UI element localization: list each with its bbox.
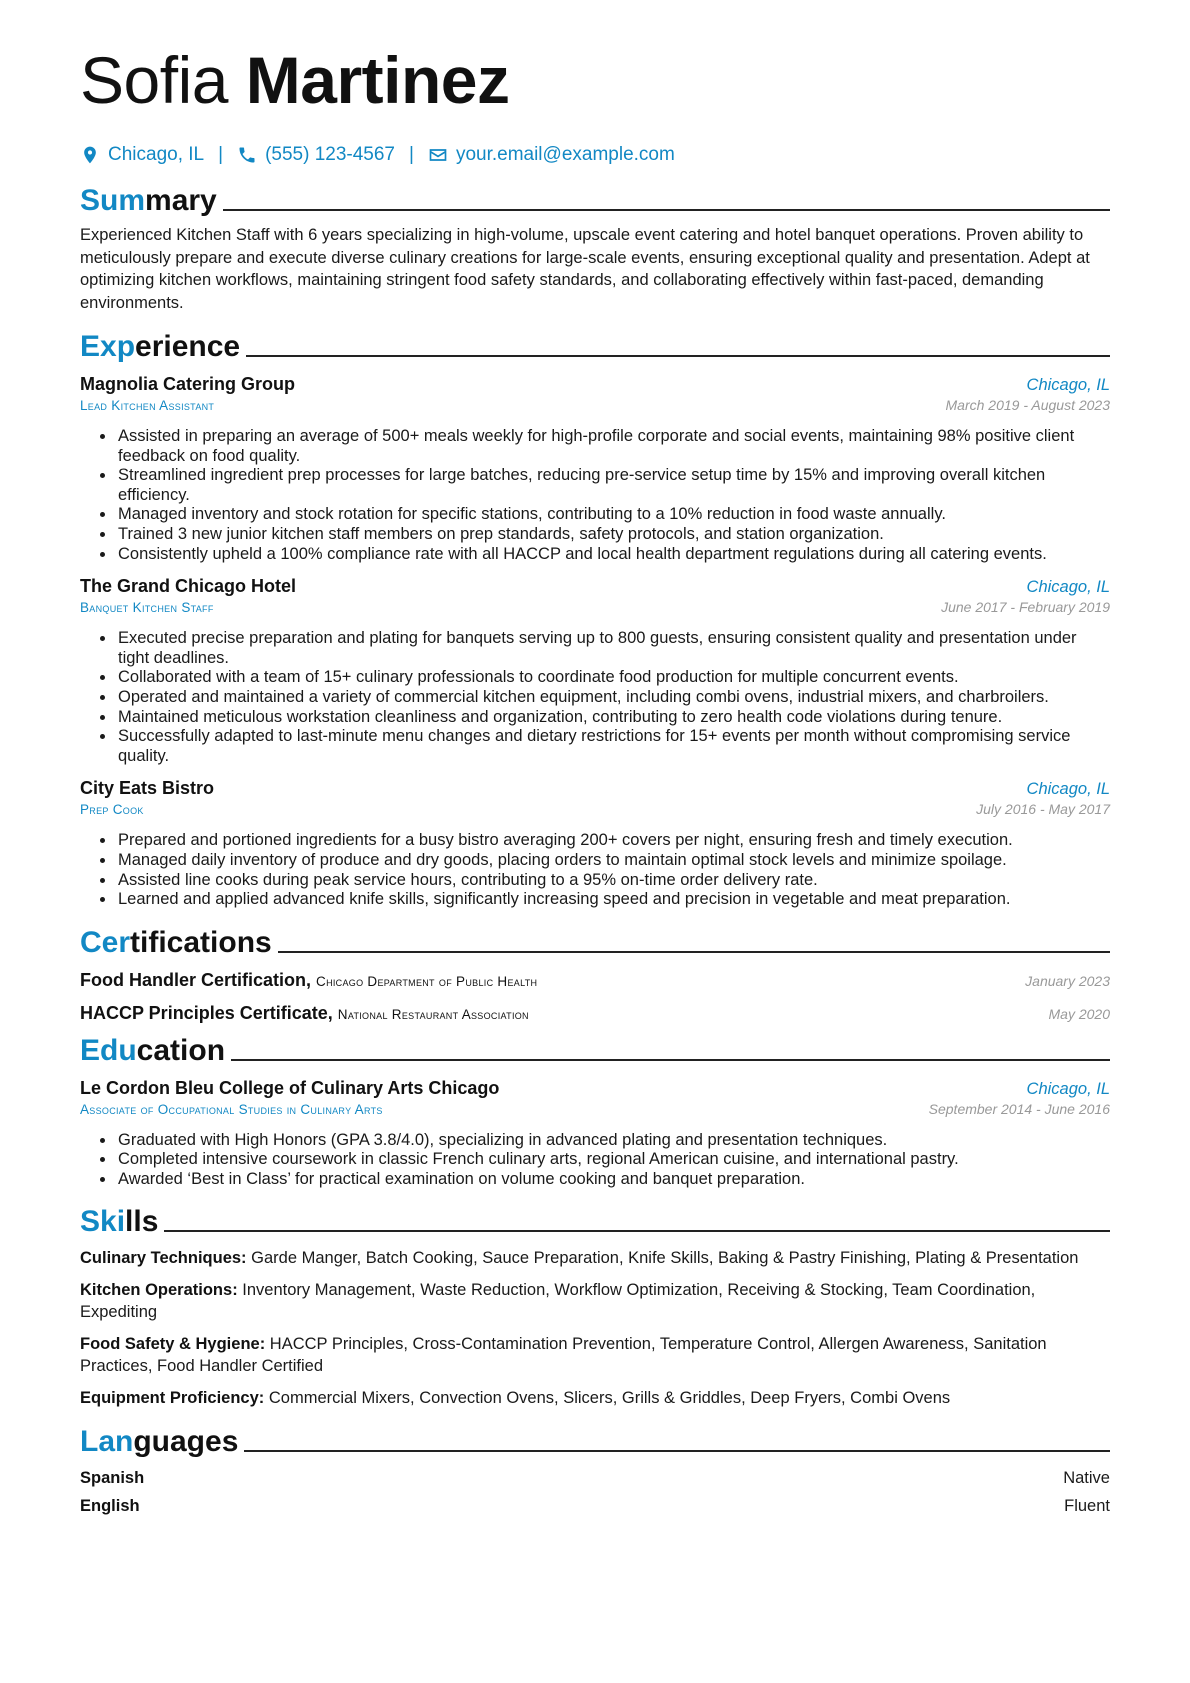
- job-entry: [80, 374, 1110, 564]
- skill-row: [80, 1279, 1110, 1324]
- experience-section: [80, 326, 1110, 910]
- job-bullets: [80, 629, 1110, 766]
- certification-issuer: National Restaurant Association: [337, 1006, 529, 1022]
- school-name: Le Cordon Bleu College of Culinary Arts Chicago: [80, 1077, 500, 1098]
- section-divider: [223, 209, 1110, 211]
- candidate-name: [80, 0, 1110, 120]
- section-header: [80, 180, 1110, 218]
- job-dates: June 2017 - February 2019: [941, 599, 1110, 616]
- section-header: [80, 1030, 1110, 1068]
- education-entry: [80, 1078, 1110, 1190]
- contact-separator: |: [409, 144, 414, 165]
- skill-values: HACCP Principles, Cross-Contamination Prevention, Temperature Control, Allergen Awareness, Sanitation Practices, Food Handler Certified: [80, 1334, 1047, 1376]
- certification-item: Food Handler Certification, Chicago Department of Public Health January 2023: [80, 969, 1110, 990]
- contact-email[interactable]: [428, 144, 675, 166]
- job-employer: Magnolia Catering Group: [80, 374, 296, 394]
- skill-row: [80, 1247, 1110, 1270]
- envelope-icon: [428, 145, 448, 165]
- languages-section: [80, 1421, 1110, 1516]
- summary-section: [80, 180, 1110, 314]
- section-divider: [246, 355, 1110, 357]
- language-level: Native: [1063, 1469, 1110, 1488]
- job-location: Chicago, IL: [1026, 780, 1110, 799]
- certification-date: May 2020: [1048, 1005, 1110, 1022]
- location-text: Chicago, IL: [108, 144, 205, 165]
- skill-values: Commercial Mixers, Convection Ovens, Slicers, Grills & Griddles, Deep Fryers, Combi Ovens: [268, 1388, 951, 1407]
- job-employer: City Eats Bistro: [80, 778, 215, 799]
- section-header: [80, 1421, 1110, 1459]
- section-divider: [164, 1230, 1110, 1232]
- list-item: • Executed precise preparation and plating for banquets serving up to 800 guests, ensuring consistent quality and presentation under tight deadlines.: [116, 629, 1110, 668]
- contact-location: [80, 144, 204, 166]
- job-title: Lead Kitchen Assistant: [80, 398, 215, 413]
- contact-separator: |: [218, 144, 224, 165]
- section-title: Experience: [80, 330, 241, 363]
- skill-label: Equipment Proficiency:: [80, 1388, 265, 1407]
- job-employer: The Grand Chicago Hotel: [80, 576, 297, 597]
- section-header: [80, 1201, 1110, 1239]
- skill-label: Kitchen Operations:: [80, 1280, 238, 1299]
- list-item: • Graduated with High Honors (GPA 3.8/4.0), specializing in advanced plating and presentation techniques.: [116, 1131, 1110, 1151]
- skill-row: [80, 1333, 1110, 1378]
- list-item: • Learned and applied advanced knife skills, significantly increasing speed and precision in vegetable and meat preparation.: [116, 890, 1110, 910]
- list-item: • Maintained meticulous workstation cleanliness and organization, contributing to zero health code violations during tenure.: [116, 708, 1110, 728]
- map-pin-icon: [80, 145, 100, 165]
- list-item: • Trained 3 new junior kitchen staff members on prep standards, safety protocols, and station organization.: [116, 525, 1110, 545]
- list-item: • Awarded ‘Best in Class’ for practical examination on volume cooking and banquet preparation.: [116, 1170, 1110, 1190]
- list-item: • Collaborated with a team of 15+ culinary professionals to coordinate food production for multiple concurrent events.: [116, 668, 1110, 688]
- language-name: Spanish: [80, 1469, 145, 1488]
- certification-name: Food Handler Certification: [80, 969, 307, 990]
- first-name: Sofia: [80, 43, 228, 117]
- email-text: your.email@example.com: [455, 144, 675, 165]
- education-bullets: [80, 1131, 1110, 1190]
- certification-item: HACCP Principles Certificate, National Restaurant Association May 2020: [80, 1002, 1110, 1023]
- section-divider: [231, 1059, 1110, 1061]
- job-dates: July 2016 - May 2017: [976, 801, 1110, 818]
- education-dates: September 2014 - June 2016: [928, 1100, 1110, 1117]
- section-title: Education: [80, 1033, 226, 1067]
- certification-name: HACCP Principles Certificate: [80, 1002, 328, 1023]
- skill-values: Garde Manger, Batch Cooking, Sauce Preparation, Knife Skills, Baking & Pastry Finishing, Plating & Presentation: [251, 1249, 1079, 1268]
- section-title: Languages: [80, 1425, 239, 1459]
- job-bullets: [80, 831, 1110, 909]
- list-item: • Assisted line cooks during peak service hours, contributing to a 95% on-time order delivery rate.: [116, 871, 1110, 891]
- list-item: • Successfully adapted to last-minute menu changes and dietary restrictions for 15+ events per month without compromising service quality.: [116, 727, 1110, 766]
- section-title: Certifications: [80, 925, 272, 959]
- job-title: Prep Cook: [80, 802, 144, 818]
- job-location: Chicago, IL: [1026, 578, 1110, 597]
- certifications-section: [80, 922, 1110, 1024]
- contact-bar: [80, 142, 1110, 168]
- section-header: [80, 326, 1110, 364]
- list-item: • Completed intensive coursework in classic French culinary arts, regional American cuisine, and international pastry.: [116, 1150, 1110, 1170]
- contact-phone[interactable]: [237, 144, 395, 166]
- list-item: • Managed daily inventory of produce and dry goods, placing orders to maintain optimal stock levels and minimize spoilage.: [116, 851, 1110, 871]
- list-item: • Consistently upheld a 100% compliance rate with all HACCP and local health department regulations during all catering events.: [116, 545, 1110, 565]
- certification-date: January 2023: [1025, 972, 1110, 989]
- skill-label: Food Safety & Hygiene:: [80, 1334, 266, 1353]
- education-section: [80, 1030, 1110, 1190]
- job-dates: March 2019 - August 2023: [945, 397, 1110, 413]
- phone-icon: [237, 145, 257, 165]
- list-item: • Managed inventory and stock rotation for specific stations, contributing to a 10% reduction in food waste annually.: [116, 505, 1110, 525]
- list-item: • Streamlined ingredient prep processes for large batches, reducing pre-service setup time by 15% and improving overall kitchen efficiency.: [116, 466, 1110, 505]
- language-name: English: [80, 1497, 140, 1516]
- certification-issuer: Chicago Department of Public Health: [316, 973, 538, 989]
- list-item: • Prepared and portioned ingredients for a busy bistro averaging 200+ covers per night, ensuring fresh and timely execution.: [116, 831, 1110, 851]
- job-title: Banquet Kitchen Staff: [80, 600, 214, 616]
- list-item: • Assisted in preparing an average of 500+ meals weekly for high-profile corporate and social events, maintaining 98% positive client feedback on food quality.: [116, 427, 1110, 466]
- phone-text: (555) 123-4567: [265, 144, 395, 165]
- section-divider: [278, 951, 1110, 953]
- section-header: [80, 922, 1110, 960]
- job-location: Chicago, IL: [1026, 376, 1110, 394]
- section-divider: [244, 1450, 1110, 1452]
- skill-values: Inventory Management, Waste Reduction, Workflow Optimization, Receiving & Stocking, Team Coordination, Expediting: [80, 1280, 1036, 1322]
- language-row: [80, 1469, 1110, 1488]
- section-title: Summary: [80, 184, 217, 217]
- language-level: Fluent: [1064, 1497, 1110, 1516]
- skills-section: [80, 1201, 1110, 1409]
- job-entry: [80, 576, 1110, 766]
- job-entry: [80, 778, 1110, 909]
- section-title: Skills: [80, 1205, 159, 1239]
- last-name: Martinez: [245, 43, 510, 117]
- degree: Associate of Occupational Studies in Culinary Arts: [80, 1101, 383, 1117]
- job-bullets: [80, 427, 1110, 564]
- school-location: Chicago, IL: [1026, 1079, 1110, 1098]
- language-row: [80, 1497, 1110, 1516]
- list-item: • Operated and maintained a variety of commercial kitchen equipment, including combi ovens, industrial mixers, and charbroilers.: [116, 688, 1110, 708]
- skill-row: [80, 1387, 1110, 1410]
- skill-label: Culinary Techniques:: [80, 1249, 247, 1268]
- summary-text: Experienced Kitchen Staff with 6 years specializing in high-volume, upscale event catering and hotel banquet operations. Proven ability to meticulously prepare and execute diverse culinary creations for large-scale events, ensuring exceptional quality and presentation. Adept at optimizing kitchen workflows, maintaining stringent food safety standards, and collaborating effectively within fast-paced, demanding environments.: [80, 226, 1090, 312]
